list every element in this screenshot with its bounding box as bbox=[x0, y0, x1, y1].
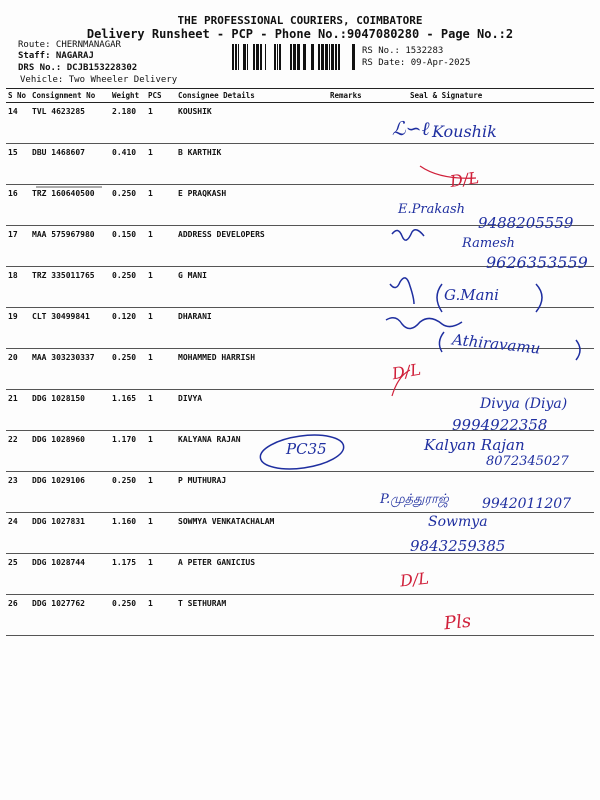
handwritten-phone: 9626353559 bbox=[486, 253, 588, 272]
handwritten-phone: 9488205559 bbox=[478, 214, 574, 232]
handwritten-sowmya: Sowmya bbox=[428, 514, 488, 530]
row-consignment-no: MAA 303230337 bbox=[30, 349, 110, 390]
handwritten-ramesh: Ramesh bbox=[462, 236, 515, 251]
col-consignee: Consignee Details bbox=[176, 89, 328, 103]
row-consignee: E PRAQKASH bbox=[176, 185, 328, 226]
row-weight: 0.250 bbox=[110, 472, 146, 513]
signature-scribble: ℒ∽ℓ bbox=[392, 118, 430, 140]
row-weight: 1.170 bbox=[110, 431, 146, 472]
row-weight: 0.150 bbox=[110, 226, 146, 267]
handwritten-muthuraj: P.முத்துராஜ் bbox=[380, 492, 449, 507]
row-sno: 21 bbox=[6, 390, 30, 431]
row-sno: 15 bbox=[6, 144, 30, 185]
row-consignee: T SETHURAM bbox=[176, 595, 328, 636]
row-consignment-no: DDG 1028960 bbox=[30, 431, 110, 472]
handwritten-kalyan: Kalyan Rajan bbox=[424, 436, 525, 454]
col-pcs: PCS bbox=[146, 89, 176, 103]
row-sno: 22 bbox=[6, 431, 30, 472]
row-pcs: 1 bbox=[146, 595, 176, 636]
handwritten-dl: D/L bbox=[390, 359, 423, 384]
col-weight: Weight bbox=[110, 89, 146, 103]
row-sno: 24 bbox=[6, 513, 30, 554]
handwritten-gmani: G.Mani bbox=[444, 286, 499, 304]
row-pcs: 1 bbox=[146, 308, 176, 349]
row-consignee: DIVYA bbox=[176, 390, 328, 431]
row-consignment-no: MAA 575967980 bbox=[30, 226, 110, 267]
handwritten-prakash: E.Prakash bbox=[398, 202, 466, 217]
handwritten-pc35: PC35 bbox=[286, 440, 327, 458]
row-pcs: 1 bbox=[146, 103, 176, 144]
rs-date: RS Date: 09-Apr-2025 bbox=[362, 58, 471, 68]
row-pcs: 1 bbox=[146, 513, 176, 554]
row-weight: 1.165 bbox=[110, 390, 146, 431]
row-consignment-no: DDG 1027831 bbox=[30, 513, 110, 554]
row-sno: 16 bbox=[6, 185, 30, 226]
row-weight: 0.410 bbox=[110, 144, 146, 185]
row-pcs: 1 bbox=[146, 554, 176, 595]
row-consignment-no: DDG 1027762 bbox=[30, 595, 110, 636]
col-remarks: Remarks bbox=[328, 89, 380, 103]
row-sno: 26 bbox=[6, 595, 30, 636]
row-consignment-no: TRZ 335011765 bbox=[30, 267, 110, 308]
row-consignee: SOWMYA VENKATACHALAM bbox=[176, 513, 328, 554]
row-weight: 0.120 bbox=[110, 308, 146, 349]
row-pcs: 1 bbox=[146, 144, 176, 185]
rs-number: RS No.: 1532283 bbox=[362, 46, 444, 56]
row-pcs: 1 bbox=[146, 226, 176, 267]
row-sno: 17 bbox=[6, 226, 30, 267]
handwritten-dl: D/L bbox=[399, 568, 430, 591]
handwritten-phone: 9994922358 bbox=[452, 416, 548, 434]
row-weight: 0.250 bbox=[110, 185, 146, 226]
row-consignee: G MANI bbox=[176, 267, 328, 308]
row-weight: 1.175 bbox=[110, 554, 146, 595]
row-consignee: B KARTHIK bbox=[176, 144, 328, 185]
handwritten-phone: 8072345027 bbox=[486, 454, 569, 469]
row-sno: 14 bbox=[6, 103, 30, 144]
handwritten-pls: Pls bbox=[442, 610, 473, 635]
row-consignee: MOHAMMED HARRISH bbox=[176, 349, 328, 390]
row-consignee: KOUSHIK bbox=[176, 103, 328, 144]
row-sno: 19 bbox=[6, 308, 30, 349]
row-weight: 2.180 bbox=[110, 103, 146, 144]
row-consignment-no: DDG 1029106 bbox=[30, 472, 110, 513]
row-weight: 0.250 bbox=[110, 267, 146, 308]
handwritten-koushik: Koushik bbox=[432, 122, 497, 141]
row-consignee: KALYANA RAJAN bbox=[176, 431, 328, 472]
row-sno: 25 bbox=[6, 554, 30, 595]
vehicle-label: Vehicle: Two Wheeler Delivery bbox=[20, 75, 178, 85]
row-consignee: ADDRESS DEVELOPERS bbox=[176, 226, 328, 267]
row-weight: 1.160 bbox=[110, 513, 146, 554]
col-signature: Seal & Signature bbox=[380, 89, 594, 103]
row-pcs: 1 bbox=[146, 472, 176, 513]
col-consignment: Consignment No bbox=[30, 89, 110, 103]
handwritten-dl: D/L bbox=[448, 168, 481, 191]
route-label: Route: CHERNMANAGAR bbox=[18, 40, 121, 50]
handwritten-divya: Divya (Diya) bbox=[480, 396, 568, 412]
row-consignment-no: DDG 1028150 bbox=[30, 390, 110, 431]
row-pcs: 1 bbox=[146, 431, 176, 472]
runsheet-subtitle: Delivery Runsheet - PCP - Phone No.:9047080280 - Page No.:2 bbox=[86, 27, 514, 41]
row-consignee: DHARANI bbox=[176, 308, 328, 349]
row-weight: 0.250 bbox=[110, 349, 146, 390]
drs-number: DRS No.: DCJB153228302 bbox=[18, 63, 138, 73]
row-pcs: 1 bbox=[146, 349, 176, 390]
row-pcs: 1 bbox=[146, 390, 176, 431]
row-consignment-no: TRZ 160640500 bbox=[30, 185, 110, 226]
row-consignee: P MUTHURAJ bbox=[176, 472, 328, 513]
company-title: THE PROFESSIONAL COURIERS, COIMBATORE bbox=[177, 14, 423, 27]
row-pcs: 1 bbox=[146, 185, 176, 226]
row-weight: 0.250 bbox=[110, 595, 146, 636]
handwritten-phone: 9843259385 bbox=[410, 537, 506, 555]
row-sno: 23 bbox=[6, 472, 30, 513]
col-sno: S No bbox=[6, 89, 30, 103]
handwritten-athiravamu: Athiravamu bbox=[451, 330, 542, 358]
row-consignee: A PETER GANICIUS bbox=[176, 554, 328, 595]
staff-label: Staff: NAGARAJ bbox=[18, 51, 94, 61]
handwritten-phone: 9942011207 bbox=[482, 496, 572, 512]
row-consignment-no: CLT 30499841 bbox=[30, 308, 110, 349]
row-sno: 20 bbox=[6, 349, 30, 390]
row-consignment-no: DDG 1028744 bbox=[30, 554, 110, 595]
row-consignment-no: TVL 4623285 bbox=[30, 103, 110, 144]
row-pcs: 1 bbox=[146, 267, 176, 308]
row-consignment-no: DBU 1468607 bbox=[30, 144, 110, 185]
row-sno: 18 bbox=[6, 267, 30, 308]
